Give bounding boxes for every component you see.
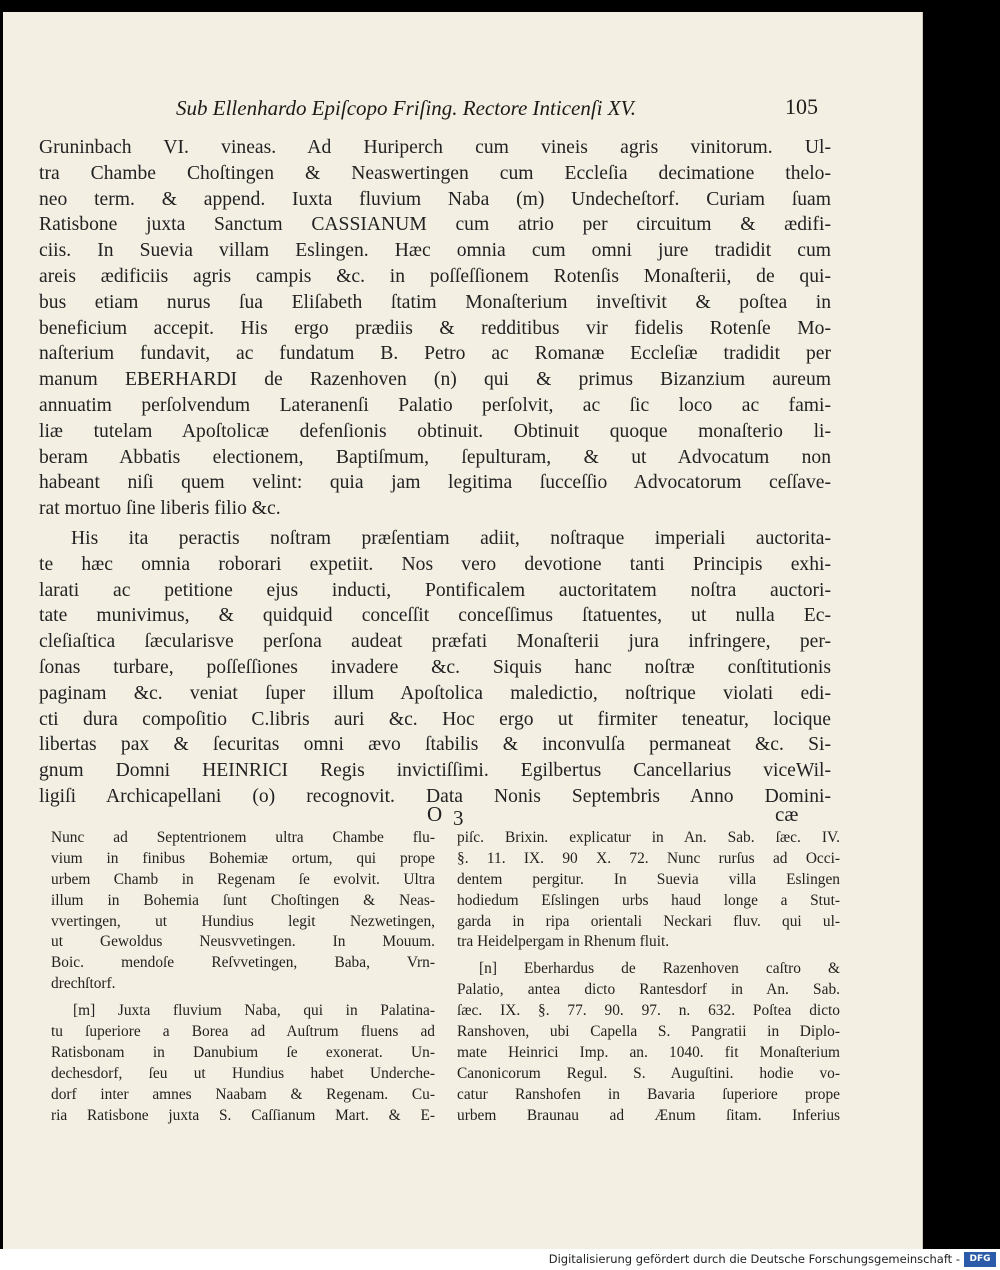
footnote-line: ſæc. IX. §. 77. 90. 97. n. 632. Poſtea dicto	[457, 1002, 840, 1020]
text-line: tate munivimus, & quidquid conceſſit conceſſimus ſtatuentes, ut nulla Ec-	[39, 605, 831, 627]
text-line: gnum Domni HEINRICI Regis invictiſſimi. Egilbertus Cancellarius viceWil-	[39, 760, 831, 782]
text-line: libertas pax & ſecuritas omni ævo ſtabilis & inconvulſa permaneat &c. Si-	[39, 734, 831, 756]
footnote-line: garda in ripa orientali Neckari fluv. qui ul-	[457, 912, 840, 930]
footnote-line: vvertingen, ut Hundius legit Nezwetingen,	[51, 912, 435, 930]
signature-line	[3, 802, 922, 828]
footnote-line: Palatio, antea dicto Rantesdorf in An. Sab.	[457, 981, 840, 999]
footnote-line: ria Ratisbone juxta S. Caſſianum Mart. & E-	[51, 1106, 435, 1124]
text-line: Ratisbone juxta Sanctum CASSIANUM cum atrio per circuitum & ædifi-	[39, 214, 831, 236]
text-line: Gruninbach VI. vineas. Ad Huriperch cum vineis agris vinitorum. Ul-	[39, 137, 831, 158]
catchword: cæ	[775, 802, 799, 826]
footnote-line: tra Heidelpergam in Rhenum fluit.	[457, 933, 670, 951]
footnote-line: [n] Eberhardus de Razenhoven caſtro &	[479, 960, 840, 978]
footnote-line: tu ſuperiore a Borea ad Auſtrum fluens ad	[51, 1023, 435, 1041]
footnote-line: urbem Braunau ad Ænum ſitam. Inferius	[457, 1106, 840, 1124]
page-header	[3, 90, 922, 130]
footnote-line: illum in Bohemia ſunt Choſtingen & Neas-	[51, 891, 435, 909]
footnote-line: [m] Juxta fluvium Naba, qui in Palatina-	[73, 1002, 435, 1020]
signature-letter: O	[427, 802, 443, 826]
footnotes-right-column	[457, 828, 840, 1126]
text-line: annuatim perſolvendum Lateranenſi Palatio perſolvit, ac ſic loco ac fami-	[39, 394, 831, 416]
dfg-logo-icon: DFG	[964, 1252, 996, 1267]
footnote-line: vium in finibus Bohemiæ ortum, qui prope	[51, 849, 435, 867]
footnote-line: mate Heinrici Imp. an. 1040. fit Monaſterium	[457, 1043, 840, 1061]
text-line: tra Chambe Choſtingen & Neaswertingen cum Eccleſia decimatione thelo-	[39, 162, 831, 184]
text-line: ligiſi Archicapellani (o) recognovit. Data Nonis Septembris Anno Domini-	[39, 785, 831, 807]
footnote-line: §. 11. IX. 90 X. 72. Nunc rurſus ad Occi-	[457, 849, 840, 867]
footnote-line: urbem Chamb in Regenam ſe evolvit. Ultra	[51, 870, 435, 888]
footnote-line: ut Gewoldus Neusvvetingen. In Mouum.	[51, 933, 435, 951]
footnote-line: Canonicorum Regul. S. Auguſtini. hodie vo-	[457, 1064, 840, 1082]
scanned-page	[3, 12, 923, 1249]
main-text	[39, 135, 831, 810]
signature-number: 3	[453, 806, 464, 830]
text-line: ciis. In Suevia villam Eslingen. Hæc omnia cum omni jure tradidit cum	[39, 240, 831, 262]
text-line: ſonas turbare, poſſeſſiones invadere &c. Siquis hanc noſtræ conſtitutionis	[39, 656, 831, 678]
text-line: te hæc omnia roborari expetiit. Nos vero devotione tanti Principis exhi-	[39, 553, 831, 575]
digitization-footer	[0, 1249, 1000, 1270]
text-line: cleſiaſtica ſæcularisve perſona audeat præfati Monaſterii jura infringere, per-	[39, 631, 831, 653]
page-number: 105	[785, 94, 818, 119]
footnote-line: dechesdorf, ſeu ut Hundius habet Underche-	[51, 1064, 435, 1082]
footnote-line: Boic. mendoſe Reſvvetingen, Baba, Vrn-	[51, 954, 435, 972]
footnote-line: Ranshoven, ubi Capella S. Pangratii in Diplo-	[457, 1023, 840, 1041]
text-line: naſterium fundavit, ac fundatum B. Petro ac Romanæ Eccleſiæ tradidit per	[39, 343, 831, 365]
running-head: Sub Ellenhardo Epiſcopo Friſing. Rectore Inticenſi XV.	[176, 96, 636, 120]
text-line: habeant niſi quem velint: quia jam legitima ſucceſſio Advocatorum ceſſave-	[39, 472, 831, 494]
text-line: cti dura compoſitio C.libris auri &c. Hoc ergo ut firmiter teneatur, locique	[39, 708, 831, 730]
footnote-line: Nunc ad Septentrionem ultra Chambe flu-	[51, 829, 435, 846]
text-line: areis ædificiis agris campis &c. in poſſeſſionem Rotenſis Monaſterii, de qui-	[39, 265, 831, 287]
text-line: larati ac petitione ejus inducti, Pontificalem auctoritatem noſtra auctori-	[39, 579, 831, 601]
text-line: liæ tutelam Apoſtolicæ defenſionis obtinuit. Obtinuit quoque monaſterio li-	[39, 420, 831, 442]
text-line: beneficium accepit. His ergo prædiis & redditibus vir fidelis Rotenſe Mo-	[39, 317, 831, 339]
text-line: neo term. & append. Iuxta fluvium Naba (m) Undecheſtorf. Curiam ſuam	[39, 188, 831, 210]
text-line: manum EBERHARDI de Razenhoven (n) qui & primus Bizanzium aureum	[39, 369, 831, 391]
funding-notice: Digitalisierung gefördert durch die Deutsche Forschungsgemeinschaft -	[548, 1252, 960, 1266]
footnote-line: catur Ranshofen in Bavaria ſuperiore prope	[457, 1085, 840, 1103]
footnotes-left-column	[51, 828, 435, 1126]
footnote-line: dorf inter amnes Naabam & Regenam. Cu-	[51, 1085, 435, 1103]
text-line: paginam &c. veniat ſuper illum Apoſtolica maledictio, noſtrique violati edi-	[39, 682, 831, 704]
text-line: bus etiam nurus ſua Eliſabeth ſtatim Monaſterium inveſtivit & poſtea in	[39, 291, 831, 313]
footnote-line: Ratisbonam in Danubium ſe exonerat. Un-	[51, 1043, 435, 1061]
footnote-line: hodiedum Eſslingen urbs haud longe a Stut-	[457, 891, 840, 909]
footnote-line: drechſtorf.	[51, 975, 116, 993]
footnote-line: piſc. Brixin. explicatur in An. Sab. ſæc. IV.	[457, 829, 840, 846]
text-line: beram Abbatis electionem, Baptiſmum, ſepulturam, & ut Advocatum non	[39, 446, 831, 468]
footnote-line: dentem pergitur. In Suevia villa Eslingen	[457, 870, 840, 888]
text-line: His ita peractis noſtram præſentiam adiit, noſtraque imperiali auctorita-	[71, 527, 831, 549]
text-line: rat mortuo ſine liberis filio &c.	[39, 498, 281, 520]
